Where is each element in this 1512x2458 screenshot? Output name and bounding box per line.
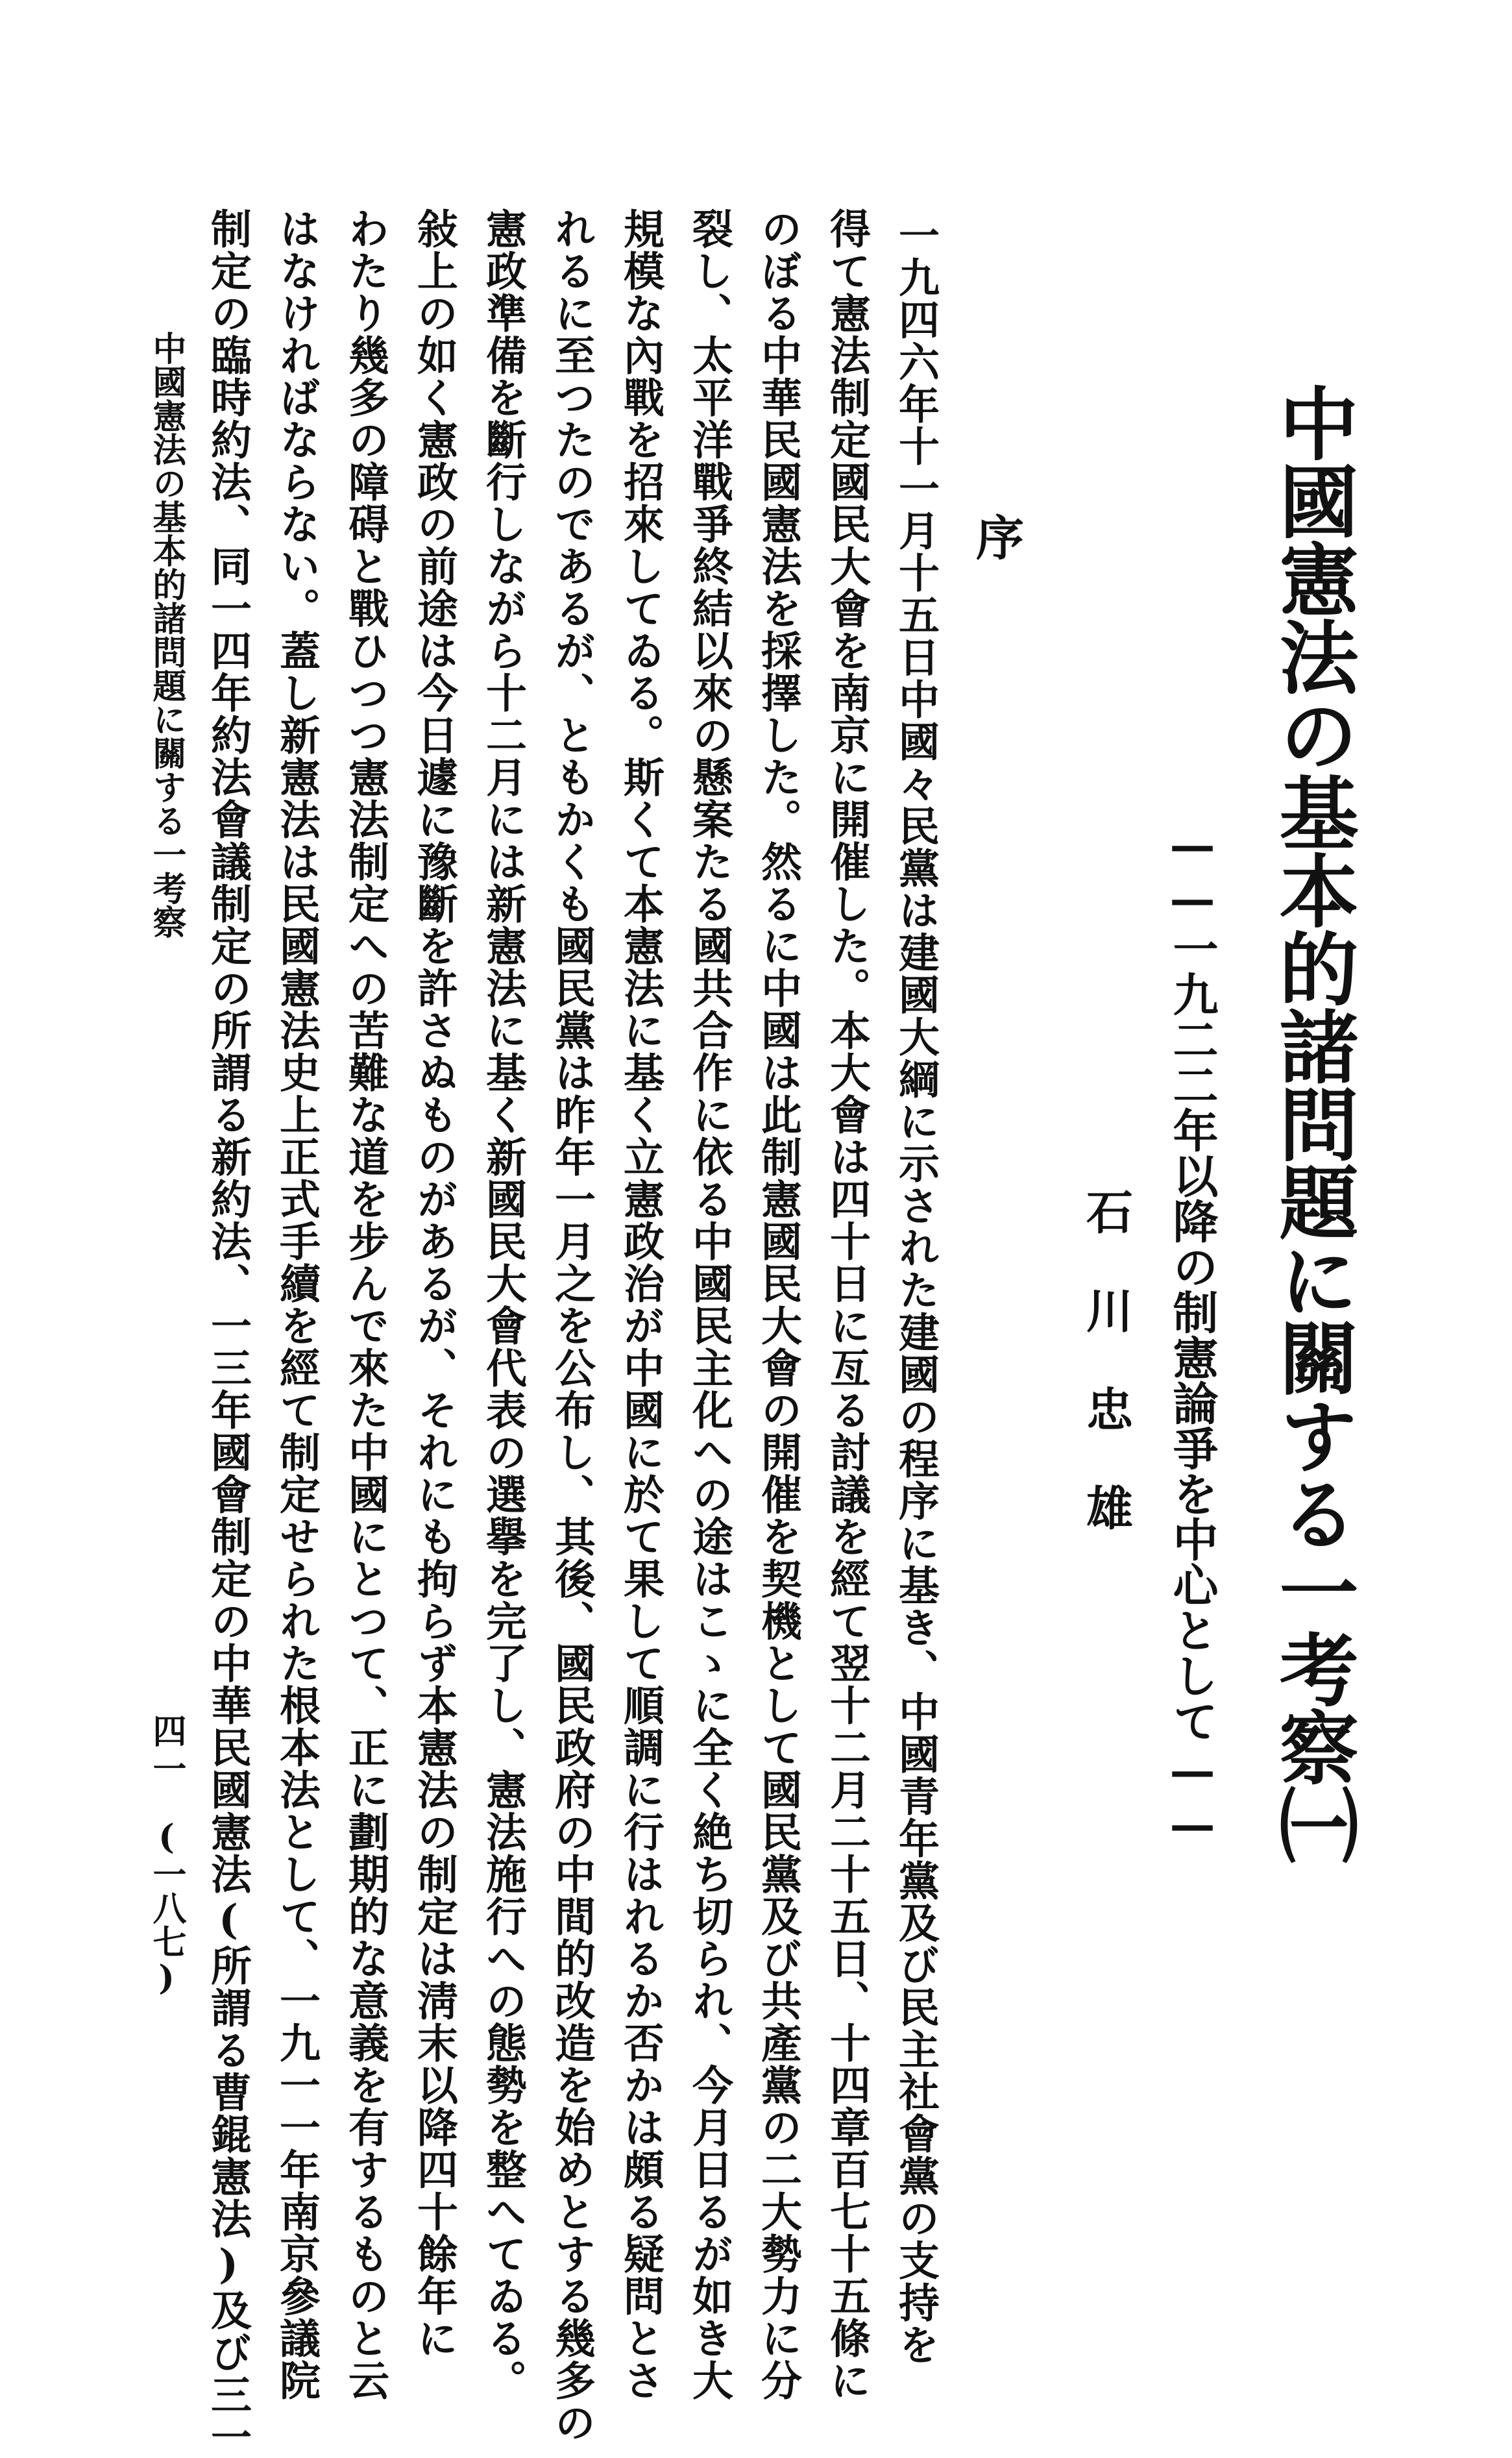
page-number: 四一 <box>147 1714 186 1789</box>
body-line: 裂し、太平洋戰爭終結以來の懸案たる國共合作に依る中國民主化への途はこゝに全く絶ち切られ、今月日るが如き大 <box>686 208 734 2402</box>
body-line: 憲政準備を斷行しながら十二月には新憲法に基く新國民大會代表の選擧を完了し、憲法施行への態勢を整へてゐる。 <box>480 208 528 2402</box>
section-heading: 序 <box>968 513 1024 561</box>
body-line: 規模な內戰を招來してゐる。斯くて本憲法に基く立憲政治が中國に於て果して順調に行はれるか否かは頗る疑問とさ <box>617 208 665 2402</box>
article-title: 中國憲法の基本的諸問題に關する一考察㈠ <box>1266 383 1360 1863</box>
body-line: のぼる中華民國憲法を採擇した。然るに中國は此制憲國民大會の開催を契機として國民黨及び共產黨の二大勢力に分 <box>755 208 803 2402</box>
body-line: れるに至つたのであるが、ともかくも國民黨は昨年一月之を公布し、其後、國民政府の中間的改造を始めとする幾多の <box>548 208 596 2444</box>
body-line: はなければならない。蓋し新憲法は民國憲法史上正式手續を經て制定せられた根本法として、一九一一年南京參議院 <box>273 208 321 2402</box>
article-subtitle: ——一九二二年以降の制憲論爭を中心として—— <box>1165 818 1219 1851</box>
total-page-number: (一八七) <box>147 1817 186 1998</box>
body-line: 制定の臨時約法、同一四年約法會議制定の所謂る新約法、一三年國會制定の中華民國憲法(所謂る曹錕憲法)及び三一 <box>204 208 252 2458</box>
running-header: 中國憲法の基本的諸問題に關する一考察 <box>147 331 186 939</box>
body-line: 一九四六年十一月十五日中國々民黨は建國大綱に示された建國の程序に基き、中國青年黨及び民主社會黨の支持を <box>892 214 940 2366</box>
body-line: わたり幾多の障碍と戰ひつつ憲法制定への苦難な道を步んで來た中國にとつて、正に劃期的な意義を有するものと云 <box>342 208 390 2402</box>
author-name: 石川忠雄 <box>1079 1188 1134 1582</box>
body-line: 敍上の如く憲政の前途は今日遽に豫斷を許さぬものがあるが、それにも拘らず本憲法の制定は淸末以降四十餘年に <box>411 208 459 2359</box>
body-line: 得て憲法制定國民大會を南京に開催した。本大會は四十日に亙る討議を經て翌十二月二十五日、十四章百七十五條に <box>823 208 872 2402</box>
